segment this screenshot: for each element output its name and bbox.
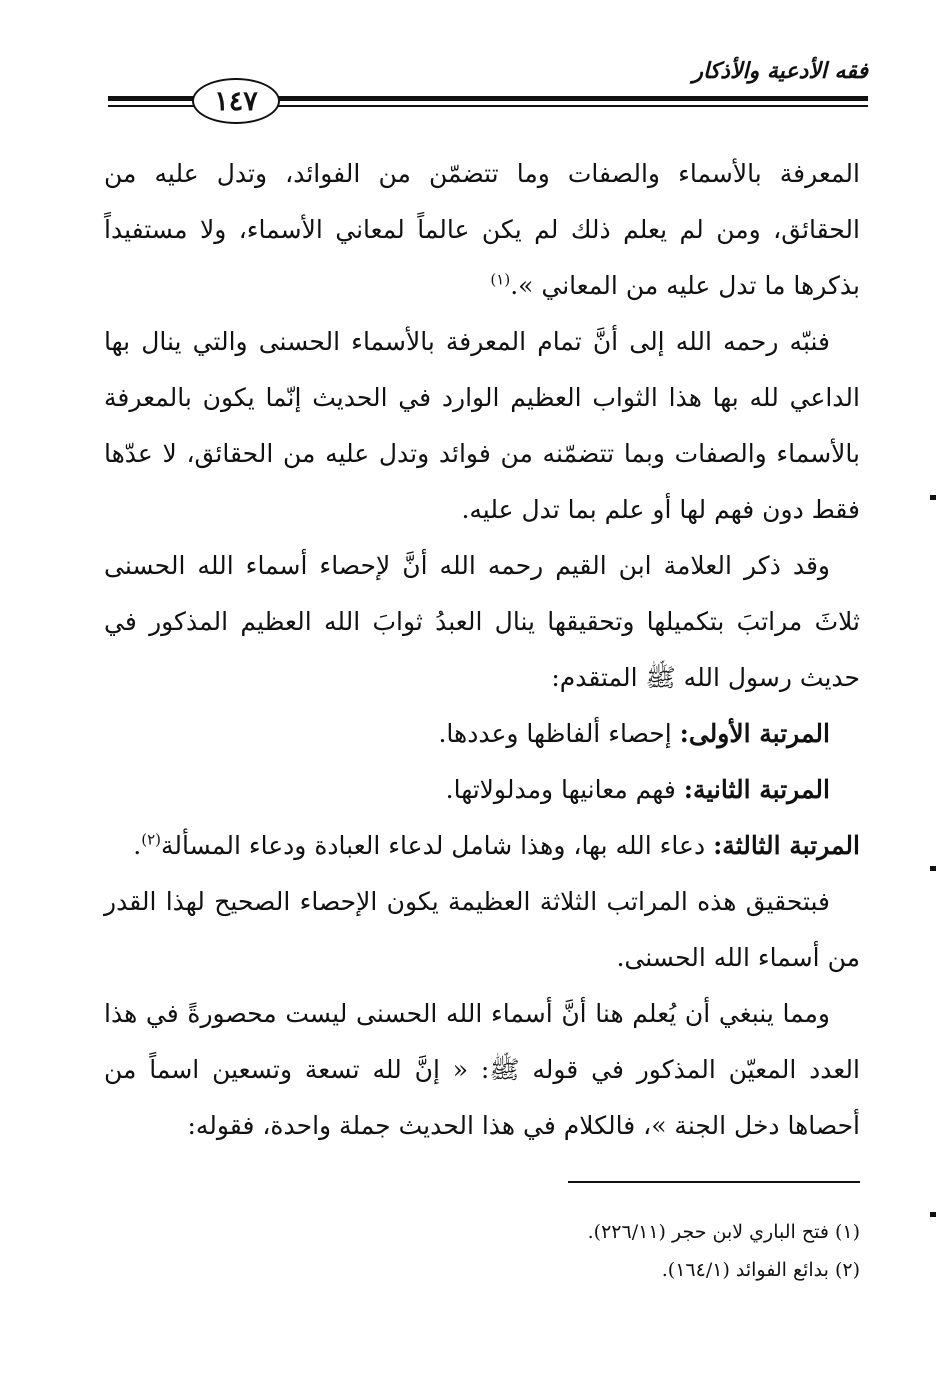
list-item: المرتبة الأولى: إحصاء ألفاظها وعددها. — [438, 719, 830, 748]
level-label: المرتبة الثانية: — [683, 775, 830, 804]
paragraph: ومما ينبغي أن يُعلم هنا أنَّ أسماء الله الحسنى ليست محصورةً في هذا العدد المعيّن المذكور في قوله ﷺ: « إنَّ لله تسعة وتسعين اسماً من أحصاها دخل الجنة »، فالكلام في هذا الحديث جملة واحدة، فقوله: — [104, 999, 860, 1140]
list-item: المرتبة الثالثة: دعاء الله بها، وهذا شامل لدعاء العبادة ودعاء المسألة$^{(٢)}$. — [133, 830, 860, 860]
footnotes — [260, 1213, 860, 1289]
scan-mark — [930, 866, 936, 871]
scan-mark — [930, 1212, 936, 1217]
footnote-rule — [568, 1181, 860, 1183]
page-number: ١٤٧ — [192, 78, 280, 124]
footnote-ref: (١) — [490, 270, 511, 289]
level-label: المرتبة الأولى: — [679, 719, 830, 748]
paragraph: فبتحقيق هذه المراتب الثلاثة العظيمة يكون الإحصاء الصحيح لهذا القدر من أسماء الله الحسنى. — [104, 887, 860, 972]
running-title: فقه الأدعية والأذكار — [692, 58, 868, 84]
paragraph: وقد ذكر العلامة ابن القيم رحمه الله أنَّ لإحصاء أسماء الله الحسنى ثلاثَ مراتبَ بتكميلها وتحقيقها ينال العبدُ ثوابَ الله العظيم المذكور في حديث رسول الله ﷺ المتقدم: — [104, 551, 860, 692]
footnote: (٢) بدائع الفوائد (١٦٤/١). — [661, 1259, 860, 1281]
paragraph: فنبّه رحمه الله إلى أنَّ تمام المعرفة بالأسماء الحسنى والتي ينال بها الداعي لله بها هذا الثواب العظيم الوارد في الحديث إنّما يكون بالمعرفة بالأسماء والصفات وبما تتضمّنه من فوائد وتدل عليه من الحقائق، لا عدّها فقط دون فهم لها أو علم بما تدل عليه. — [104, 327, 860, 524]
level-label: المرتبة الثالثة: — [713, 831, 860, 860]
body-text — [104, 146, 860, 1154]
paragraph: المعرفة بالأسماء والصفات وما تتضمّن من الفوائد، وتدل عليه من الحقائق، ومن لم يعلم ذلك لم يكن عالماً لمعاني الأسماء، ولا مستفيداً بذكرها ما تدل عليه من المعاني ».$^{(١)}$ — [104, 159, 860, 300]
footnote: (١) فتح الباري لابن حجر (٢٢٦/١١). — [587, 1221, 860, 1243]
footnote-ref: (٢) — [141, 830, 161, 849]
scan-mark — [930, 495, 936, 500]
list-item: المرتبة الثانية: فهم معانيها ومدلولاتها. — [445, 775, 830, 804]
